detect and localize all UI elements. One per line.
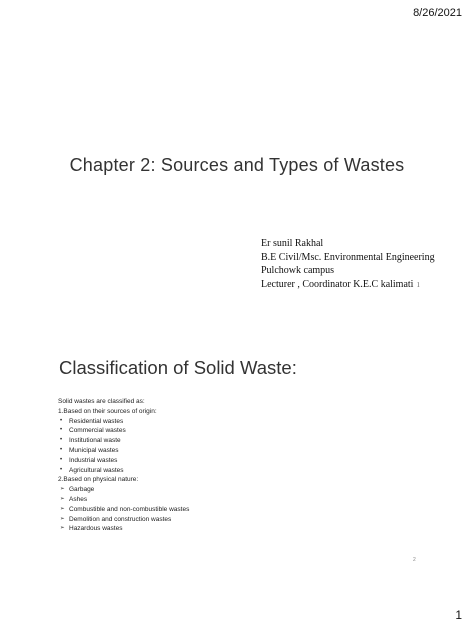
- list-item-label: Demolition and construction wastes: [69, 515, 172, 523]
- section-heading: 2.Based on physical nature:: [58, 476, 139, 484]
- slide-body: [58, 397, 189, 534]
- list-item: [58, 466, 189, 476]
- list-item: [58, 515, 189, 525]
- slide-2-number: 2: [413, 557, 416, 563]
- list-item: [58, 436, 189, 446]
- bullet-icon: •: [60, 427, 63, 434]
- list-item: [58, 417, 189, 427]
- section-heading: 1.Based on their sources of origin:: [58, 407, 157, 415]
- slide-title: Chapter 2: Sources and Types of Wastes: [69, 155, 405, 175]
- author-position: [261, 278, 435, 293]
- list-item-label: Combustible and non-combustible wastes: [69, 505, 190, 513]
- bullet-icon: •: [60, 456, 63, 463]
- arrow-bullet-icon: ➢: [60, 486, 65, 493]
- bullet-icon: •: [60, 417, 63, 424]
- list-item: [58, 524, 189, 534]
- slide-1: [38, 30, 436, 315]
- arrow-bullet-icon: ➢: [60, 515, 65, 522]
- list-item: [58, 426, 189, 436]
- list-item: [58, 495, 189, 505]
- list-item-label: Garbage: [69, 486, 95, 494]
- arrow-bullet-icon: ➢: [60, 495, 65, 502]
- list-item-label: Industrial wastes: [69, 456, 118, 464]
- author-degree: B.E Civil/Msc. Environmental Engineering: [261, 251, 435, 263]
- page-number: 1: [455, 608, 462, 622]
- list-item: [58, 446, 189, 456]
- slide-1-number: 1: [416, 280, 420, 289]
- author-position-text: Lecturer , Coordinator K.E.C kalimati: [261, 278, 414, 290]
- list-item-label: Agricultural wastes: [69, 466, 124, 474]
- bullet-icon: •: [60, 446, 63, 453]
- slide-2: [38, 335, 436, 580]
- list-item-label: Institutional waste: [69, 437, 121, 445]
- list-item-label: Municipal wastes: [69, 446, 119, 454]
- list-item-label: Hazardous wastes: [69, 525, 123, 533]
- list-item: [58, 485, 189, 495]
- author-name: Er sunil Rakhal: [261, 238, 324, 249]
- list-item: [58, 505, 189, 515]
- list-item-label: Ashes: [69, 495, 88, 503]
- arrow-bullet-icon: ➢: [60, 505, 65, 512]
- slide-title: Classification of Solid Waste:: [59, 357, 297, 378]
- author-block: [261, 237, 435, 292]
- list-item-label: Residential wastes: [69, 417, 124, 425]
- author-campus: Pulchowk campus: [261, 265, 335, 276]
- list-item-label: Commercial wastes: [69, 427, 126, 435]
- bullet-icon: •: [60, 466, 63, 473]
- arrow-bullet-icon: ➢: [60, 525, 65, 532]
- print-date: 8/26/2021: [413, 7, 462, 19]
- bullet-icon: •: [60, 437, 63, 444]
- intro-text: Solid wastes are classified as:: [58, 398, 145, 405]
- list-item: [58, 456, 189, 466]
